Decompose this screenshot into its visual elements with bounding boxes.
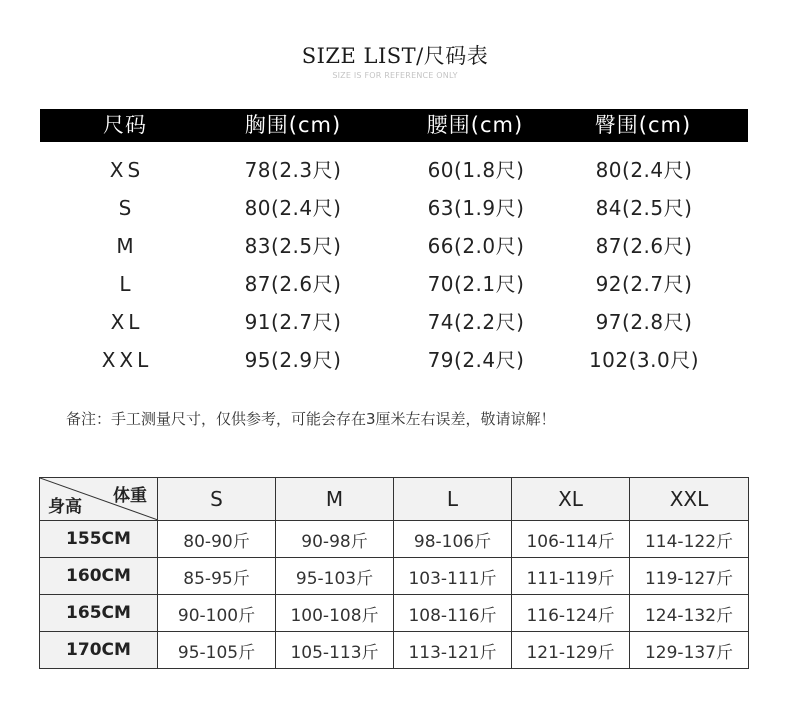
weight-cell: 121-129斤 bbox=[512, 632, 630, 669]
size-label: XS bbox=[109, 158, 145, 182]
weight-cell: 90-100斤 bbox=[158, 595, 276, 632]
chest-value: 87(2.6尺) bbox=[244, 272, 342, 296]
table-row bbox=[40, 558, 749, 595]
column-header-s: S bbox=[158, 478, 276, 521]
size-row bbox=[0, 265, 790, 303]
page-title: SIZE LIST/尺码表 bbox=[301, 44, 489, 68]
table-row bbox=[40, 632, 749, 669]
measurement-note: 备注：手工测量尺寸，仅供参考，可能会存在3厘米左右误差，敬请谅解！ bbox=[66, 410, 556, 428]
weight-cell: 98-106斤 bbox=[394, 521, 512, 558]
size-table-header bbox=[40, 109, 748, 142]
weight-cell: 124-132斤 bbox=[630, 595, 749, 632]
size-label: S bbox=[118, 196, 136, 220]
weight-cell: 103-111斤 bbox=[394, 558, 512, 595]
size-row bbox=[0, 227, 790, 265]
weight-axis-label: 体重 bbox=[113, 486, 147, 506]
waist-value: 70(2.1尺) bbox=[427, 272, 525, 296]
waist-value: 60(1.8尺) bbox=[427, 158, 525, 182]
weight-cell: 90-98斤 bbox=[276, 521, 394, 558]
size-row bbox=[0, 303, 790, 341]
weight-cell: 108-116斤 bbox=[394, 595, 512, 632]
weight-cell: 119-127斤 bbox=[630, 558, 749, 595]
hip-value: 92(2.7尺) bbox=[595, 272, 693, 296]
weight-height-table bbox=[39, 477, 749, 669]
weight-cell: 113-121斤 bbox=[394, 632, 512, 669]
height-axis-label: 身高 bbox=[48, 497, 82, 517]
chest-value: 91(2.7尺) bbox=[244, 310, 342, 334]
table-row bbox=[40, 521, 749, 558]
size-label: XL bbox=[110, 310, 144, 334]
height-cell: 155CM bbox=[40, 521, 158, 558]
weight-cell: 100-108斤 bbox=[276, 595, 394, 632]
weight-cell: 111-119斤 bbox=[512, 558, 630, 595]
chest-value: 95(2.9尺) bbox=[244, 348, 342, 372]
hip-value: 80(2.4尺) bbox=[595, 158, 693, 182]
waist-value: 63(1.9尺) bbox=[427, 196, 525, 220]
weight-cell: 95-105斤 bbox=[158, 632, 276, 669]
hip-value: 87(2.6尺) bbox=[595, 234, 693, 258]
weight-cell: 116-124斤 bbox=[512, 595, 630, 632]
chest-value: 80(2.4尺) bbox=[244, 196, 342, 220]
chest-value: 78(2.3尺) bbox=[244, 158, 342, 182]
weight-cell: 80-90斤 bbox=[158, 521, 276, 558]
header-size: 尺码 bbox=[103, 113, 147, 137]
weight-cell: 106-114斤 bbox=[512, 521, 630, 558]
size-label: L bbox=[119, 272, 135, 296]
waist-value: 66(2.0尺) bbox=[427, 234, 525, 258]
hip-value: 102(3.0尺) bbox=[588, 348, 700, 372]
header-waist: 腰围(cm) bbox=[426, 113, 524, 137]
page-subtitle: SIZE IS FOR REFERENCE ONLY bbox=[332, 71, 458, 80]
table-row bbox=[40, 595, 749, 632]
weight-cell: 85-95斤 bbox=[158, 558, 276, 595]
height-cell: 170CM bbox=[40, 632, 158, 669]
header-hip: 臀围(cm) bbox=[594, 113, 692, 137]
size-label: XXL bbox=[101, 348, 153, 372]
column-header-m: M bbox=[276, 478, 394, 521]
height-cell: 165CM bbox=[40, 595, 158, 632]
hip-value: 97(2.8尺) bbox=[595, 310, 693, 334]
weight-cell: 114-122斤 bbox=[630, 521, 749, 558]
waist-value: 79(2.4尺) bbox=[427, 348, 525, 372]
weight-cell: 95-103斤 bbox=[276, 558, 394, 595]
header-chest: 胸围(cm) bbox=[244, 113, 342, 137]
height-cell: 160CM bbox=[40, 558, 158, 595]
weight-cell: 105-113斤 bbox=[276, 632, 394, 669]
hip-value: 84(2.5尺) bbox=[595, 196, 693, 220]
chest-value: 83(2.5尺) bbox=[244, 234, 342, 258]
column-header-l: L bbox=[394, 478, 512, 521]
size-row bbox=[0, 189, 790, 227]
weight-cell: 129-137斤 bbox=[630, 632, 749, 669]
column-header-xxl: XXL bbox=[630, 478, 749, 521]
size-label: M bbox=[116, 234, 138, 258]
corner-header-cell bbox=[40, 478, 158, 521]
weight-table-header-row bbox=[40, 478, 749, 521]
waist-value: 74(2.2尺) bbox=[427, 310, 525, 334]
size-row bbox=[0, 341, 790, 379]
column-header-xl: XL bbox=[512, 478, 630, 521]
size-row bbox=[0, 151, 790, 189]
